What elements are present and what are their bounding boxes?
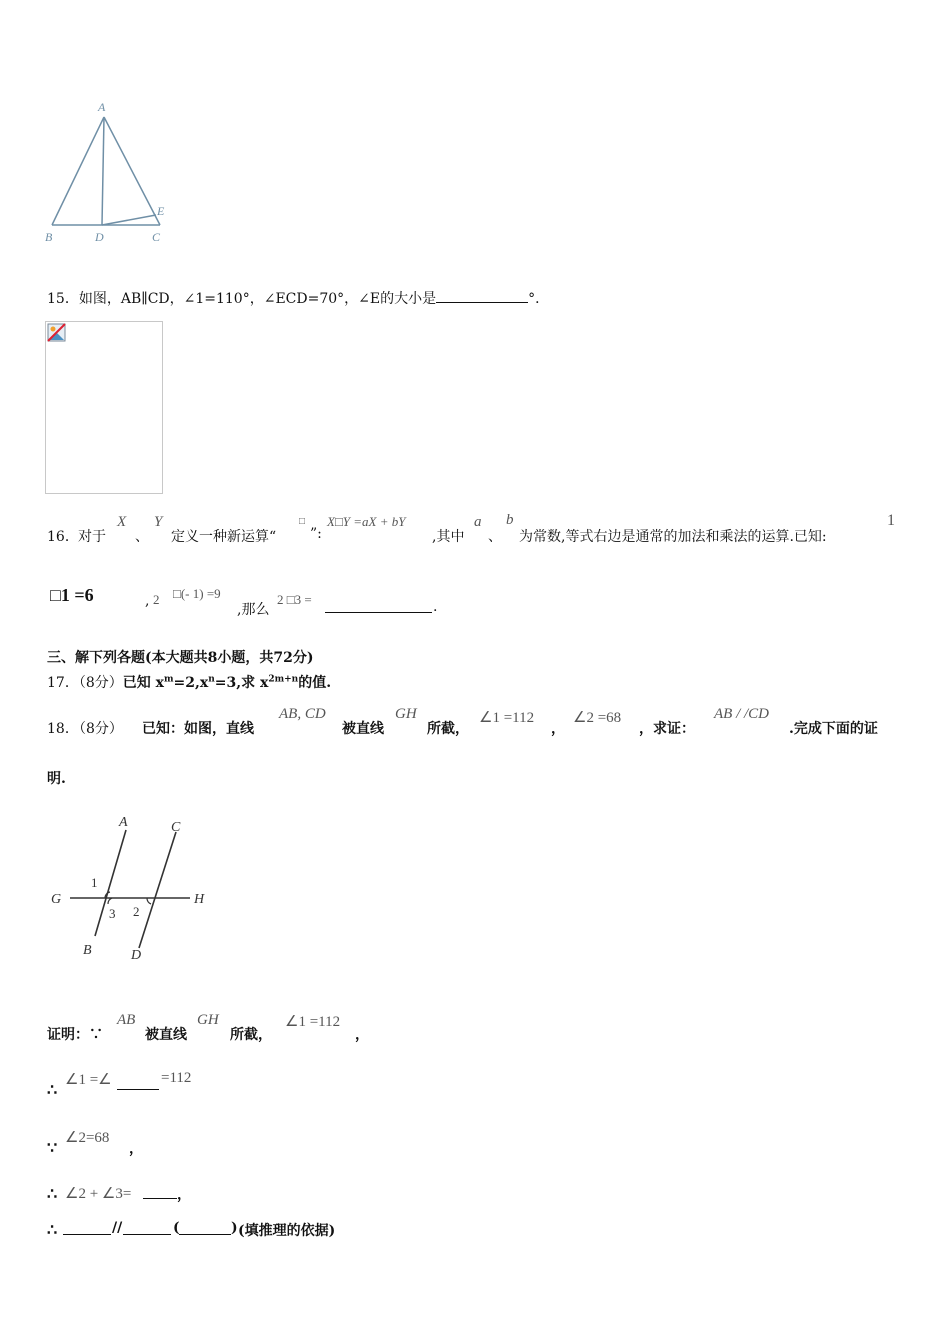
question-18-line1 <box>47 706 947 736</box>
proof-l1-ab: AB <box>117 1012 136 1028</box>
q17-sup-m: m <box>163 674 174 685</box>
proof-l5-pre: ∴ <box>47 1220 58 1239</box>
q15-answer-blank <box>436 288 528 303</box>
proof-l4-blank <box>143 1184 177 1199</box>
q17-sup-n: n <box>208 674 215 685</box>
q16-text-6: ,那么 <box>237 602 270 618</box>
proof-l1-pre: 证明：∵ <box>47 1027 103 1043</box>
label-a: A <box>98 100 106 114</box>
proof-l5-blank-2 <box>123 1220 171 1235</box>
proof-line-1 <box>47 1012 547 1042</box>
q17-score: （8分） <box>78 675 123 691</box>
proof-l3-angle: ∠2=68 <box>65 1130 110 1146</box>
proof-l3-pre: ∵ <box>47 1138 58 1157</box>
q16-sep-2: 、 <box>488 529 502 545</box>
fig18-label-c: C <box>171 820 181 835</box>
q17-text-d: 的值. <box>298 675 332 691</box>
q16-text-3: ”: <box>310 526 322 542</box>
section-3-title: 三、解下列各题(本大题共8小题，共72分) <box>47 650 314 666</box>
q18-text-1: 已知：如图，直线 <box>142 721 254 737</box>
proof-l5-paren-close: ) <box>231 1220 238 1236</box>
fig18-label-g: G <box>51 892 62 907</box>
segment-ad <box>102 117 104 225</box>
fig18-angle-2: 2 <box>133 904 140 919</box>
proof-l4-pre: ∴ <box>47 1184 58 1203</box>
parallel-lines-figure <box>45 812 225 967</box>
q16-text-1: 对于 <box>78 529 106 545</box>
q16-sep: 、 <box>135 529 149 545</box>
proof-l1-angle: ∠1 =112 <box>285 1014 341 1030</box>
q18-text-2: 被直线 <box>342 721 384 737</box>
q18-number: 18． <box>47 721 79 737</box>
q16-two: 2 <box>153 592 160 607</box>
q16-eq1: □1 =6 <box>50 585 94 605</box>
proof-l5-blank-3 <box>179 1220 231 1235</box>
proof-l3-end: ， <box>129 1141 143 1157</box>
angle-2-arc <box>147 898 151 904</box>
broken-image-icon <box>47 323 67 343</box>
q16-operator: □ <box>299 516 306 527</box>
question-16-line1 <box>47 514 947 544</box>
fig18-angle-1: 1 <box>91 875 98 890</box>
proof-line-2 <box>47 1070 347 1100</box>
proof-l5-parallel: // <box>112 1220 123 1236</box>
q16-end: . <box>433 599 438 615</box>
q17-text-c: =3,求 x <box>214 675 269 691</box>
q18-angle1: ∠1 =112 <box>479 710 535 726</box>
proof-l2-pre: ∴ <box>47 1080 58 1099</box>
fig18-angle-3: 3 <box>109 906 116 921</box>
q18-text-4: ，求证： <box>639 721 695 737</box>
proof-l5-paren-open: ( <box>173 1220 180 1236</box>
q17-text-a: 已知 x <box>122 675 164 691</box>
fig18-label-b: B <box>83 943 92 958</box>
proof-line-5 <box>47 1220 447 1244</box>
proof-l4-angle: ∠2 + ∠3= <box>65 1186 132 1202</box>
q16-question: 2 □3 = <box>277 592 312 607</box>
q18-lines: AB, CD <box>279 706 326 722</box>
segment-ac <box>104 117 160 225</box>
q18-angle2: ∠2 =68 <box>573 710 622 726</box>
segment-de <box>102 215 156 225</box>
angle-3-arc <box>108 898 112 904</box>
proof-line-4 <box>47 1184 347 1208</box>
q16-formula: X□Y =aX + bY <box>327 514 406 529</box>
question-18-line2: 明. <box>47 771 66 787</box>
q15-text: 如图，AB∥CD，∠1=110°，∠ECD=70°，∠E的大小是 <box>78 291 437 307</box>
proof-l1-end: ， <box>355 1027 369 1043</box>
q16-var-a: a <box>474 514 482 530</box>
question-15 <box>47 288 549 308</box>
q15-number: 15． <box>47 291 79 307</box>
question-16-line2 <box>47 585 547 618</box>
q16-comma: , <box>145 593 150 609</box>
q18-goal: AB / /CD <box>714 706 769 722</box>
label-c: C <box>152 230 161 244</box>
proof-l4-end: ， <box>177 1187 191 1203</box>
proof-l5-blank-1 <box>63 1220 111 1235</box>
label-d: D <box>95 230 104 244</box>
question-17 <box>47 672 331 692</box>
q16-var-x: X <box>117 514 127 530</box>
proof-l2-blank <box>117 1075 159 1090</box>
proof-line-3 <box>47 1128 347 1158</box>
q17-sup-exp: 2m+n <box>268 674 299 685</box>
proof-l5-note: (填推理的依据) <box>238 1223 336 1239</box>
proof-l1-mid2: 所截， <box>230 1027 272 1043</box>
q16-text-2: 定义一种新运算“ <box>171 529 277 545</box>
fig18-label-a: A <box>119 815 128 830</box>
segment-ab <box>52 117 104 225</box>
fig18-label-d: D <box>131 948 142 963</box>
q16-var-b: b <box>506 512 514 528</box>
proof-l1-mid: 被直线 <box>145 1027 187 1043</box>
q15-suffix: °． <box>528 291 550 307</box>
triangle-figure <box>40 95 180 250</box>
proof-l1-gh: GH <box>197 1012 219 1028</box>
fig18-label-h: H <box>194 892 205 907</box>
proof-l2-angle: ∠1 =∠ <box>65 1072 112 1088</box>
q18-score: （8分） <box>72 721 123 737</box>
q17-text-b: =2,x <box>173 675 209 691</box>
q16-answer-blank <box>325 598 432 613</box>
q16-text-5: 为常数,等式右边是通常的加法和乘法的运算.已知: <box>519 529 827 545</box>
q16-text-4: ,其中 <box>432 529 465 545</box>
line-cd <box>139 832 176 948</box>
proof-l2-end: =112 <box>161 1070 192 1086</box>
q16-var-y: Y <box>154 514 163 530</box>
q18-sep: ， <box>551 721 565 737</box>
q16-eq2: □(- 1) =9 <box>173 586 221 601</box>
label-e: E <box>157 204 165 218</box>
q16-number: 16． <box>47 529 79 545</box>
q18-text-5: .完成下面的证 <box>789 721 878 737</box>
q18-text-3: 所截， <box>427 721 469 737</box>
q17-number: 17． <box>47 675 79 691</box>
missing-image-placeholder <box>45 321 163 494</box>
q16-one: 1 <box>887 512 895 529</box>
label-b: B <box>45 230 53 244</box>
q18-gh: GH <box>395 706 417 722</box>
